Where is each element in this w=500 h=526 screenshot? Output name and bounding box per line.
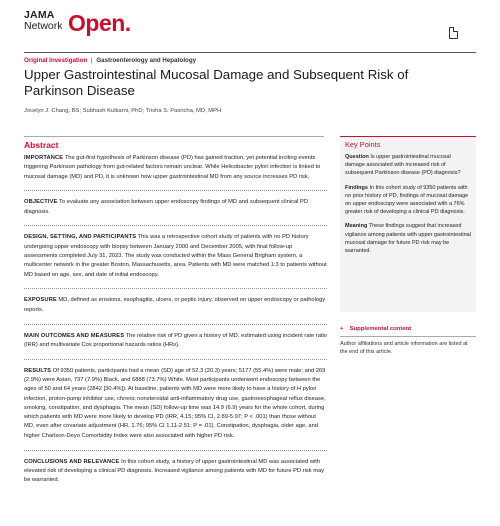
section-label: OBJECTIVE xyxy=(24,199,58,206)
key-point-text: Is upper gastrointestinal mucosal damage associated with increased risk of subsequent Parkinson disease (PD) diagnosis? xyxy=(345,154,461,177)
divider xyxy=(24,324,327,325)
divider xyxy=(24,225,327,226)
abstract-body xyxy=(24,154,327,494)
journal-logo[interactable] xyxy=(24,9,131,44)
divider xyxy=(24,359,327,360)
category-separator: | xyxy=(91,57,93,64)
logo-jama: JAMA xyxy=(24,9,55,21)
key-points-box xyxy=(340,136,476,312)
key-point-meaning xyxy=(345,222,471,255)
supplemental-label: Supplemental content xyxy=(349,326,412,332)
pdf-icon[interactable] xyxy=(449,27,458,39)
article-title: Upper Gastrointestinal Mucosal Damage and Subsequent Risk of Parkinson Disease xyxy=(24,67,409,98)
abstract-exposure xyxy=(24,296,327,315)
abstract-importance xyxy=(24,154,327,182)
key-point-question xyxy=(345,153,471,178)
abstract-outcomes xyxy=(24,332,327,351)
article-type[interactable]: Original Investigation xyxy=(24,57,88,64)
key-point-label: Meaning xyxy=(345,223,368,230)
section-label: IMPORTANCE xyxy=(24,155,64,161)
divider xyxy=(24,190,327,191)
abstract-design xyxy=(24,233,327,279)
plus-icon: + xyxy=(340,326,344,332)
key-point-label: Findings xyxy=(345,184,368,191)
key-points-heading: Key Points xyxy=(345,140,381,149)
section-label: DESIGN, SETTING, AND PARTICIPANTS xyxy=(24,234,137,241)
abstract-results xyxy=(24,367,327,441)
section-text: This was a retrospective cohort study of patients with no PD history undergoing upper endoscopy with biopsy between January 2000 and December 2005, with final follow-up assessments completed July 31, 2023. The study was conducted within the Mass General Brigham system, a multicenter network in the greater Boston, Massachusetts, area. Patients with MD were matched 1:3 to patients without MD based on age, sex, and date of initial endoscopy. xyxy=(24,234,327,278)
key-point-text: In this cohort study of 9350 patients with no prior history of PD, findings of mucosal damage on upper endoscopy were associated with a 76% greater risk of developing a clinical PD diagnosis. xyxy=(345,184,469,216)
divider xyxy=(24,450,327,451)
supplemental-content-link[interactable] xyxy=(340,326,476,332)
section-label: MAIN OUTCOMES AND MEASURES xyxy=(24,332,125,339)
author-list: Jocelyn J. Chang, BS; Subhash Kulkarni, PhD; Trisha S. Pasricha, MD, MPH xyxy=(24,108,222,114)
section-text: The relative risk of PD given a history of MD, estimated using incident rate ratio (IRR) and multivariate Cox proportional hazards ratios (HRs). xyxy=(24,332,327,348)
key-point-findings xyxy=(345,184,471,217)
section-text: To evaluate any association between upper endoscopy findings of MD and subsequent clinical PD diagnosis. xyxy=(24,199,309,215)
section-label: CONCLUSIONS AND RELEVANCE xyxy=(24,458,120,465)
section-label: RESULTS xyxy=(24,367,52,374)
abstract-conclusions xyxy=(24,458,327,486)
logo-network: Network xyxy=(24,20,63,32)
article-topic[interactable]: Gastroenterology and Hepatology xyxy=(96,57,197,64)
key-point-text: These findings suggest that increased vigilance among patients with upper gastrointestinal mucosal damage for future PD risk may be warranted. xyxy=(345,223,471,255)
section-text: In this cohort study, a history of upper gastrointestinal MD was associated with elevated risk of developing a clinical PD diagnosis. Increased vigilance among patients with MD for future PD risk may be warranted. xyxy=(24,458,325,484)
divider xyxy=(24,288,327,289)
abstract-heading: Abstract xyxy=(24,136,324,150)
section-label: EXPOSURE xyxy=(24,297,57,304)
header-rule xyxy=(24,52,476,53)
section-text: The gut-first hypothesis of Parkinson disease (PD) has gained traction, yet potential inciting events triggering Parkinson pathology from gut-related factors remain unclear. While Helicobacter pylori infection is linked to mucosal damage (MD) and PD, it is unknown how upper gastrointestinal MD from any source increases PD risk. xyxy=(24,155,321,180)
key-point-label: Question xyxy=(345,154,369,160)
divider xyxy=(340,336,476,337)
article-category xyxy=(24,57,196,65)
section-text: Of 9350 patients, participants had a mean (SD) age of 52.3 (20.3) years; 5177 (55.4%) were male; and 269 (2.9%) were Asian, 737 (7.9%) Black, and 6888 (73.7%) White. Most participants underwent endoscopy between the ages of 50 and 64 years (2842 [30.4%]). At baseline, patients with MD were more likely to have a history of H pylori infection, proton-pump inhibitor use, chronic nonsteroidal anti-inflammatory drug use, gastroesophageal reflux disease, smoking, constipation, and dysphagia. The mean (SD) follow-up time was 14.9 (6.9) years for the whole cohort, during which patients with MD were more likely to develop PD (IRR, 4.15; 95% CI, 2.89-5.97; P < .001) than those without MD, even after covariate adjustment (HR, 1.76; 95% CI 1.11-2.51; P = .01). Constipation, dysphagia, older age, and higher Charlson-Deyo Comorbidity Index were also associated with higher PD risk. xyxy=(24,367,326,439)
logo-open: Open. xyxy=(68,10,131,36)
section-text: MD, defined as erosions, esophagitis, ulcers, or peptic injury, observed on upper endoscopy or pathology reports. xyxy=(24,297,326,313)
affiliations-note: Author affiliations and article information are listed at the end of this article. xyxy=(340,341,468,355)
abstract-objective xyxy=(24,198,327,217)
